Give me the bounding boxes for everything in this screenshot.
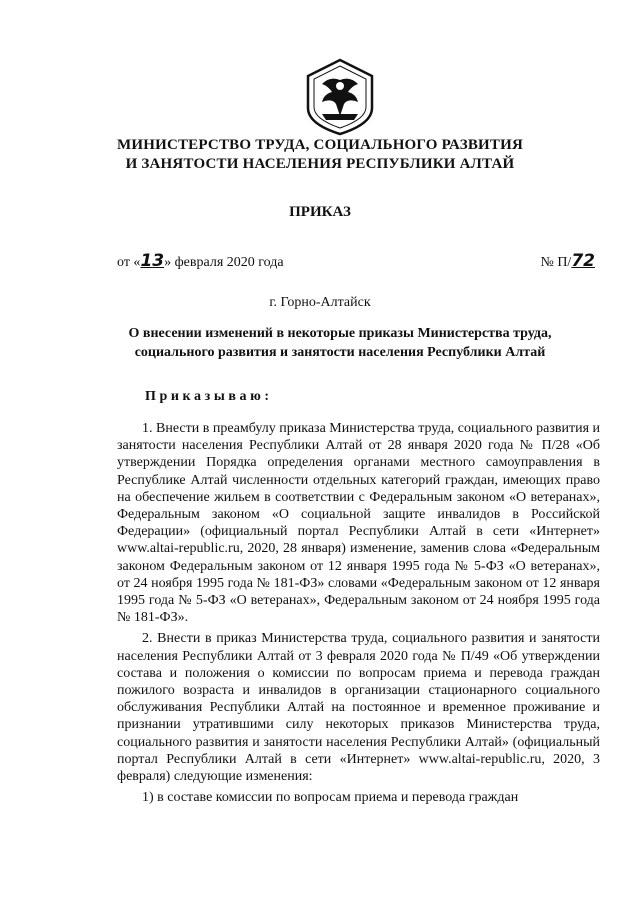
paragraph-1: 1. Внести в преамбулу приказа Министерства труда, социального развития и занятости населения Республики Алтай от 28 января 2020 года № П/28 «Об утверждении Порядка определения органами местного самоуправления в Республике Алтай численности отдельных категорий граждан, имеющих право на обеспечение жильем в соответствии с Федеральным законом «О ветеранах», Федеральным законом «О социальной защите инвалидов в Российской Федерации» (официальный портал Республики Алтай в сети «Интернет» www.altai-republic.ru, 2020, 28 января) изменение, заменив слова «Федеральным законом Федеральным законом от 12 января 1995 года № 5-ФЗ «О ветеранах», от 24 ноября 1995 года № 181-ФЗ» словами «Федеральным законом от 12 января 1995 года № 5-ФЗ «О ветеранах», Федеральным законом от 24 ноября 1995 года № 181-ФЗ».: [117, 421, 600, 626]
subject-line1: О внесении изменений в некоторые приказы Министерства труда,: [128, 326, 552, 341]
date-day: 13: [140, 251, 165, 271]
ministry-name-line1: МИНИСТЕРСТВО ТРУДА, СОЦИАЛЬНОГО РАЗВИТИЯ: [116, 137, 524, 153]
document-date: [117, 251, 284, 271]
ministry-name-line2: И ЗАНЯТОСТИ НАСЕЛЕНИЯ РЕСПУБЛИКИ АЛТАЙ: [125, 156, 515, 172]
paragraph-2: 2. Внести в приказ Министерства труда, социального развития и занятости населения Республики Алтай от 3 февраля 2020 года № П/49 «Об утверждении состава и положения о комиссии по вопросам приема и перевода граждан пожилого возраста и инвалидов в организации стационарного социального обслуживания Республики Алтай на постоянное и временное проживание и признании утратившими силу некоторых приказов Министерства труда, социального развития и занятости населения Республики Алтай» (официальный портал Республики Алтай в сети «Интернет» www.altai-republic.ru, 2020, 3 февраля) следующие изменения:: [117, 631, 600, 785]
document-type: ПРИКАЗ: [289, 204, 351, 220]
coat-of-arms-emblem-icon: [300, 56, 380, 136]
document-body: [117, 420, 600, 810]
ministry-name: [0, 136, 640, 174]
date-suffix: » февраля 2020 года: [164, 255, 284, 270]
number-value: 72: [571, 251, 595, 271]
document-city: г. Горно-Алтайск: [269, 295, 371, 310]
date-prefix: от «: [117, 255, 141, 270]
number-prefix: № П/: [540, 255, 572, 270]
document-subject: [100, 324, 580, 362]
subject-line2: социального развития и занятости населения Республики Алтай: [134, 345, 546, 360]
order-word: Приказываю:: [145, 389, 273, 404]
document-number: [540, 251, 595, 271]
paragraph-3: 1) в составе комиссии по вопросам приема и перевода граждан: [142, 790, 519, 806]
